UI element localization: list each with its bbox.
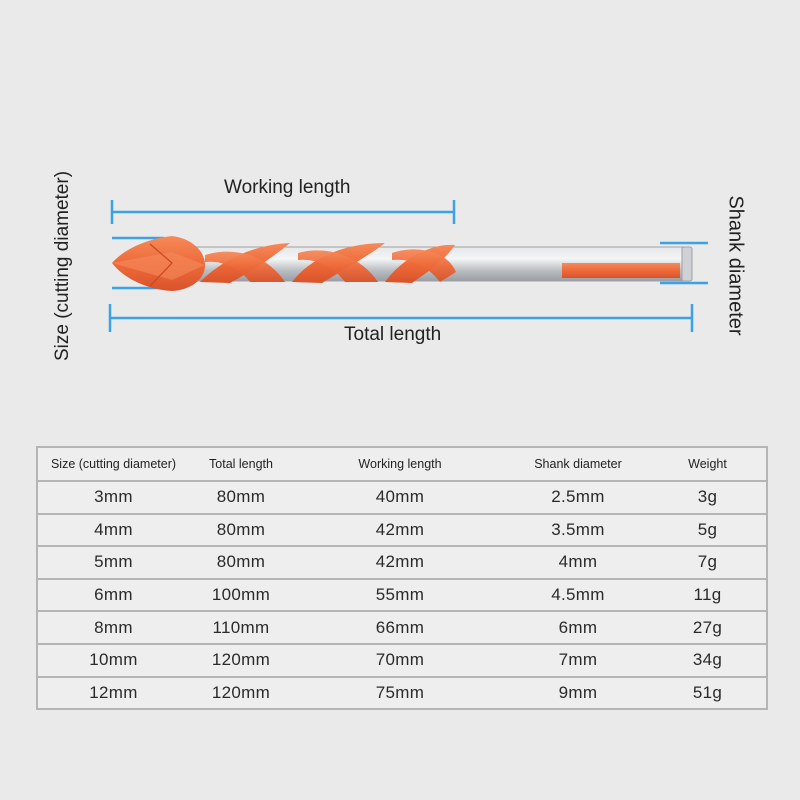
- table-header-row: [37, 447, 767, 481]
- cell-working-length: 66mm: [293, 611, 507, 644]
- table-row: [37, 579, 767, 612]
- total-length-label: Total length: [344, 324, 442, 345]
- cell-size: 6mm: [37, 579, 189, 612]
- cell-weight: 11g: [649, 579, 767, 612]
- cell-total-length: 80mm: [189, 481, 293, 514]
- drill-bit: [112, 236, 692, 291]
- table-row: [37, 546, 767, 579]
- cell-working-length: 75mm: [375, 682, 425, 702]
- cell-size: 5mm: [37, 546, 189, 579]
- cell-shank-diameter: 6mm: [507, 611, 649, 644]
- cell-total-length: 80mm: [189, 546, 293, 579]
- cell-weight: 5g: [649, 514, 767, 547]
- table-row: [37, 644, 767, 677]
- working-length-label: Working length: [224, 177, 351, 198]
- cell-total-length: 120mm: [211, 682, 271, 702]
- cell-size: 12mm: [89, 682, 138, 702]
- header-weight: Weight: [649, 447, 767, 481]
- header-size: Size (cutting diameter): [37, 447, 189, 481]
- cell-working-length: 55mm: [293, 579, 507, 612]
- table-row: [37, 481, 767, 514]
- cell-working-length: 42mm: [293, 514, 507, 547]
- cell-size: 3mm: [37, 481, 189, 514]
- table-row: [37, 611, 767, 644]
- cell-size: 10mm: [37, 644, 189, 677]
- cell-shank-diameter: 4.5mm: [507, 579, 649, 612]
- cell-working-length: 40mm: [293, 481, 507, 514]
- header-total-length: Total length: [189, 447, 293, 481]
- table-row: [37, 514, 767, 547]
- cell-total-length: 100mm: [189, 579, 293, 612]
- working-length-dimension: [112, 200, 454, 224]
- cell-working-length: 42mm: [293, 546, 507, 579]
- spec-table: [36, 446, 768, 710]
- header-working-length: Working length: [293, 447, 507, 481]
- cell-weight: 27g: [649, 611, 767, 644]
- table-row: [37, 677, 767, 710]
- cell-shank-diameter: 9mm: [558, 682, 598, 702]
- cell-shank-diameter: 2.5mm: [507, 481, 649, 514]
- cell-working-length: 70mm: [293, 644, 507, 677]
- shank-stripe: [562, 263, 680, 278]
- cell-total-length: 120mm: [189, 644, 293, 677]
- cell-weight: 51g: [692, 682, 723, 702]
- header-shank-diameter: Shank diameter: [507, 447, 649, 481]
- cell-weight: 3g: [649, 481, 767, 514]
- cell-shank-diameter: 7mm: [507, 644, 649, 677]
- cell-total-length: 110mm: [189, 611, 293, 644]
- cell-weight: 34g: [649, 644, 767, 677]
- shank-diameter-label: Shank diameter: [724, 195, 747, 336]
- cell-weight: 7g: [649, 546, 767, 579]
- cutting-diameter-label: Size (cutting diameter): [52, 170, 73, 362]
- cell-shank-diameter: 3.5mm: [507, 514, 649, 547]
- cell-shank-diameter: 4mm: [507, 546, 649, 579]
- cell-total-length: 80mm: [189, 514, 293, 547]
- cell-size: 4mm: [37, 514, 189, 547]
- cell-size: 8mm: [37, 611, 189, 644]
